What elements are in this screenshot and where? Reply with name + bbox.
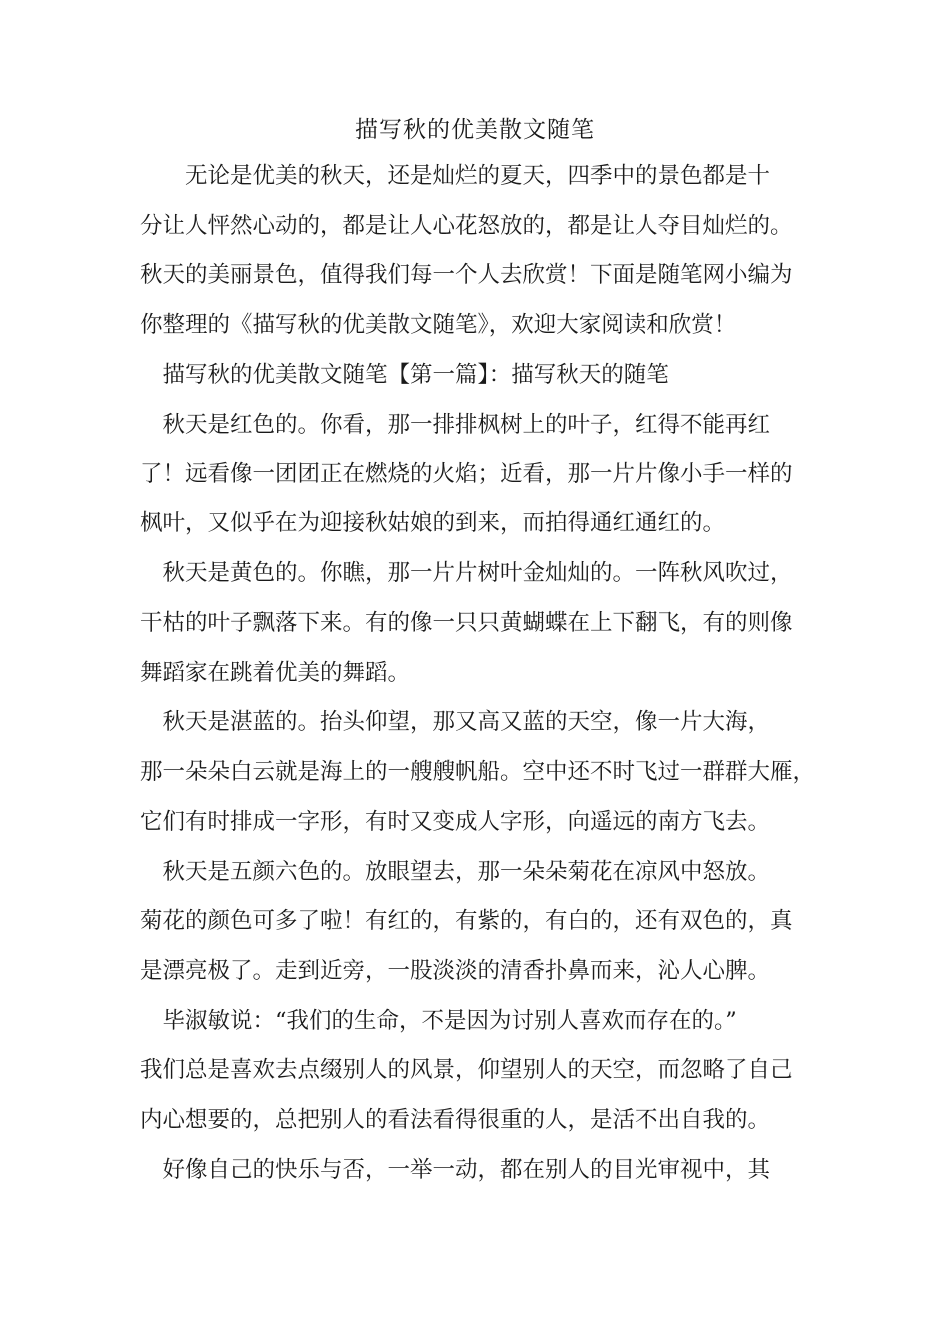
body-line: 那一朵朵白云就是海上的一艘艘帆船。空中还不时飞过一群群大雁， [140, 759, 816, 785]
body-line: 分让人怦然心动的，都是让人心花怒放的，都是让人夺目灿烂的。 [140, 213, 793, 239]
body-line: 它们有时排成一字形，有时又变成人字形，向遥远的南方飞去。 [140, 809, 771, 835]
body-line: 好像自己的快乐与否，一举一动，都在别人的目光审视中，其 [140, 1157, 771, 1183]
body-line: 枫叶，又似乎在为迎接秋姑娘的到来，而拍得通红通红的。 [140, 510, 726, 536]
body-line: 秋天的美丽景色，值得我们每一个人去欣赏！下面是随笔网小编为 [140, 262, 793, 288]
body-line: 舞蹈家在跳着优美的舞蹈。 [140, 660, 411, 686]
body-line: 秋天是黄色的。你瞧，那一片片树叶金灿灿的。一阵秋风吹过， [140, 560, 793, 586]
body-line: 内心想要的，总把别人的看法看得很重的人，是活不出自我的。 [140, 1107, 771, 1133]
body-line: 了！远看像一团团正在燃烧的火焰；近看，那一片片像小手一样的 [140, 461, 793, 487]
body-line: 菊花的颜色可多了啦！有红的，有紫的，有白的，还有双色的，真 [140, 908, 793, 934]
body-line: 我们总是喜欢去点缀别人的风景，仰望别人的天空，而忽略了自己 [140, 1057, 793, 1083]
body-line: 秋天是红色的。你看，那一排排枫树上的叶子，红得不能再红 [140, 412, 771, 438]
body-line: 毕淑敏说：“我们的生命，不是因为讨别人喜欢而存在的。” [140, 1008, 737, 1034]
body-line: 是漂亮极了。走到近旁，一股淡淡的清香扑鼻而来，沁人心脾。 [140, 958, 771, 984]
body-line: 你整理的《描写秋的优美散文随笔》，欢迎大家阅读和欣赏！ [140, 312, 737, 338]
body-line: 干枯的叶子飘落下来。有的像一只只黄蝴蝶在上下翻飞，有的则像 [140, 610, 793, 636]
document-title: 描写秋的优美散文随笔 [355, 117, 595, 143]
section-heading: 描写秋的优美散文随笔【第一篇】：描写秋天的随笔 [140, 362, 669, 388]
body-line: 秋天是五颜六色的。放眼望去，那一朵朵菊花在凉风中怒放。 [140, 859, 771, 885]
body-line: 秋天是湛蓝的。抬头仰望，那又高又蓝的天空，像一片大海， [140, 709, 771, 735]
body-line: 无论是优美的秋天，还是灿烂的夏天，四季中的景色都是十 [140, 163, 771, 189]
